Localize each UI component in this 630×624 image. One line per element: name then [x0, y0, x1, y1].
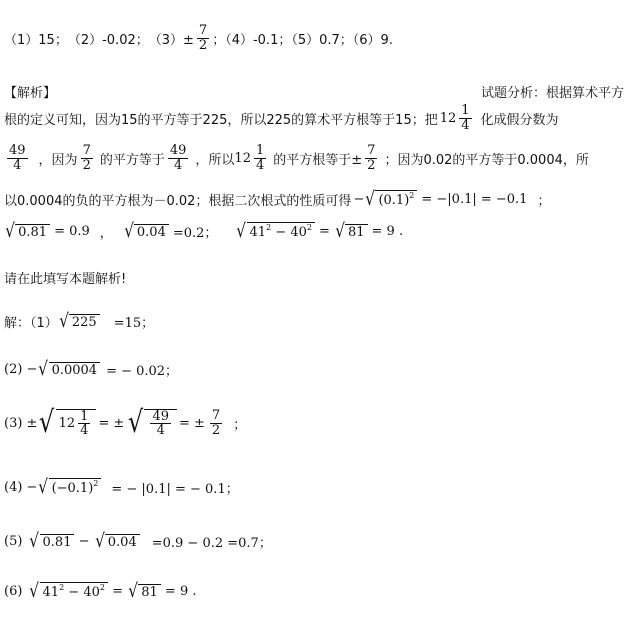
fraction: $\frac{7}{2}$: [82, 143, 91, 173]
solution-line-3: [4, 405, 247, 440]
solution-line-6: [4, 582, 197, 601]
fraction: $\frac{1}{4}$: [255, 143, 265, 173]
radical-sign: √: [29, 580, 40, 603]
mixed-number-whole: 12: [234, 150, 251, 166]
solution-label: (6): [4, 584, 23, 600]
punctuation: ；: [233, 417, 247, 433]
radical-sign: √: [38, 358, 49, 380]
radical: √ 81: [334, 222, 368, 241]
radical: √ 0.04: [94, 532, 140, 551]
radical: √ $(0.1)^2$: [364, 190, 417, 209]
solution-line-2: [4, 360, 178, 379]
analysis-topic: 试题分析：根据算术平方: [480, 86, 624, 101]
radical-sign: √: [94, 530, 105, 552]
analysis-text: 化成假分数为: [480, 112, 559, 128]
mixed-number-whole: 12: [439, 110, 457, 126]
analysis-line-4: [4, 222, 403, 241]
answer-3-rest: ；（4）-0.1；（5）0.7；（6）9.: [212, 32, 393, 48]
analysis-text: 的平方等于: [99, 152, 165, 168]
minus-sign: −: [74, 534, 94, 549]
analysis-line-3: [4, 190, 550, 209]
solution-label: (4) −: [4, 480, 38, 496]
math-expression: = 0.9: [54, 224, 90, 240]
equals-sign: =: [107, 584, 128, 600]
radical-sign: √: [365, 188, 376, 211]
radical-sign: √: [29, 530, 40, 552]
analysis-line-1: [4, 104, 559, 132]
radical-sign: √: [123, 220, 134, 243]
math-expression: = − 0.02；: [106, 364, 179, 379]
radical-sign: √: [38, 476, 49, 499]
radical: √ $\frac{49}{4}$: [126, 408, 177, 438]
answer-3-fraction: $\frac{7}{2}$: [198, 23, 208, 53]
radical-sign: √: [58, 310, 69, 332]
fraction: $\frac{49}{4}$: [169, 143, 187, 173]
math-expression: = 9 .: [371, 224, 404, 240]
math-expression: = −|0.1| = −0.1: [421, 192, 528, 208]
radical: √ $41^2 - 40^2$: [28, 582, 108, 601]
fraction: $\frac{1}{4}$: [461, 103, 470, 133]
analysis-text: ；因为0.02的平方等于0.0004，所: [384, 152, 589, 168]
radical-sign: √: [236, 220, 247, 243]
solution-label: 解：（1）: [4, 316, 58, 331]
radical: √ 225: [58, 312, 100, 331]
analysis-text: 的平方根等于±: [273, 152, 363, 168]
radical: √ 0.04: [123, 222, 169, 241]
radical: √ $41^2 - 40^2$: [235, 222, 315, 241]
minus-sign: −: [353, 192, 365, 208]
math-expression: =0.2；: [172, 226, 218, 242]
radical-sign: √: [39, 405, 55, 440]
analysis-heading: 【解析】: [4, 86, 57, 101]
radical-sign: √: [128, 405, 144, 440]
analysis-line-2: [4, 144, 589, 172]
math-expression: =0.9 − 0.2 =0.7；: [151, 536, 272, 551]
solution-line-1: [4, 312, 154, 331]
math-expression: = ±: [98, 415, 125, 431]
analysis-text: 以0.0004的负的平方根为－0.02；根据二次根式的性质可得: [4, 194, 352, 210]
punctuation: ，: [99, 226, 113, 242]
math-expression: =15；: [113, 316, 155, 331]
answer-1: （1）15；: [4, 32, 68, 48]
radical: √ 0.81: [4, 222, 50, 241]
radical-sign: √: [128, 580, 139, 603]
solution-label: (5): [4, 534, 23, 549]
fraction: $\frac{7}{2}$: [367, 143, 376, 173]
radical: √ 0.0004: [37, 360, 100, 379]
analysis-text: ，因为: [38, 152, 78, 168]
fill-in-prompt: [4, 268, 126, 287]
solution-label: (2) −: [4, 362, 38, 377]
fraction: $\frac{7}{2}$: [211, 407, 221, 438]
solution-line-5: [4, 532, 272, 551]
analysis-text: ，所以: [195, 152, 235, 168]
radical-sign: √: [335, 220, 345, 243]
fraction: $\frac{49}{4}$: [9, 143, 26, 173]
analysis-text: 根的定义可知，因为15的平方等于225，所以225的算术平方根等于15；把: [4, 112, 438, 128]
analysis-heading-line: [4, 82, 624, 101]
math-expression: = 9 .: [160, 584, 197, 600]
solution-line-4: [4, 478, 239, 497]
math-expression: = ±: [179, 415, 205, 431]
radical: √ 0.81: [28, 532, 74, 551]
radical: √ $(-0.1)^2$: [37, 478, 101, 497]
radical: √ 81: [127, 582, 161, 601]
punctuation: ；: [537, 194, 551, 210]
equals-sign: =: [318, 224, 330, 240]
answers-line: [4, 24, 393, 52]
radical-sign: √: [5, 220, 15, 243]
answer-2: （2）-0.02；: [67, 32, 149, 48]
answer-3-prefix: （3）±: [148, 32, 194, 48]
radical: √ 12 $\frac{1}{4}$: [37, 408, 96, 438]
solution-label: (3) ±: [4, 415, 38, 431]
math-expression: = − |0.1| = − 0.1；: [111, 482, 239, 498]
prompt-text: 请在此填写本题解析!: [4, 272, 127, 287]
